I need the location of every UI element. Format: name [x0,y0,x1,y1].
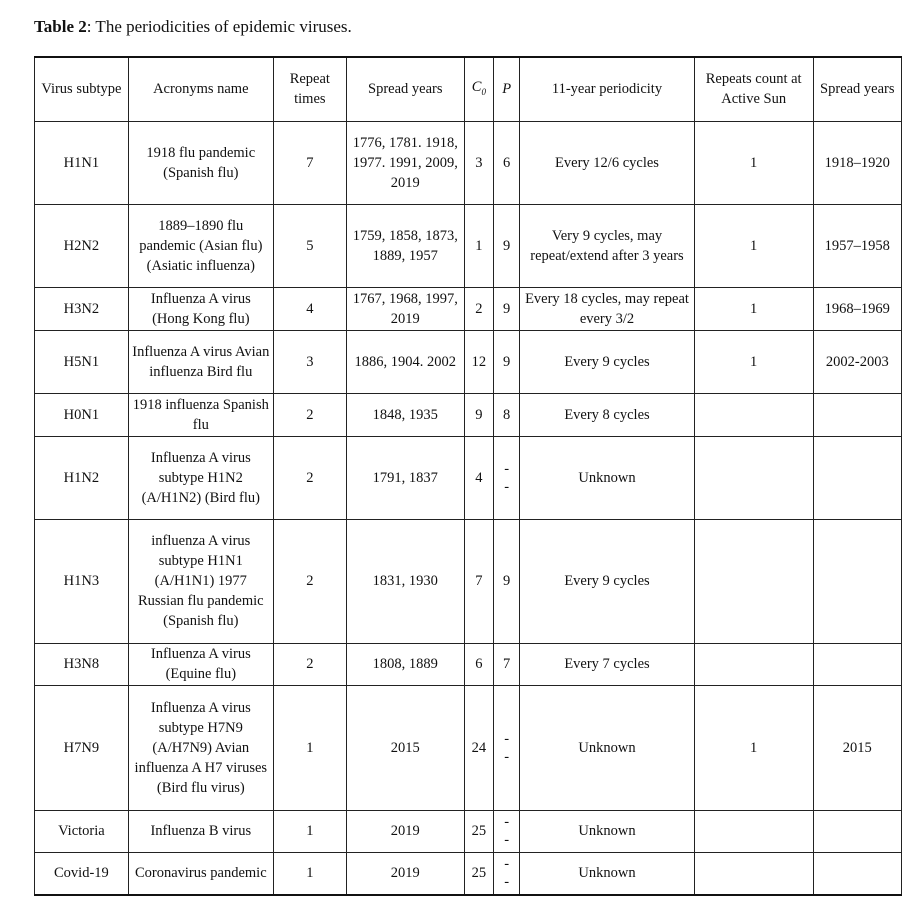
cell-periodicity: Unknown [520,852,694,895]
cell-virus-subtype: H1N1 [35,121,129,204]
cell-p [494,810,520,852]
cell-virus-subtype: H2N2 [35,204,129,287]
cell-spread-years-2 [813,810,901,852]
cell-spread-years-2 [813,436,901,519]
p-dash: - [504,478,510,495]
p-dash: - [504,460,510,477]
cell-active-sun-count [694,643,813,685]
cell-virus-subtype: H3N2 [35,287,129,330]
cell-repeat-times: 2 [273,436,346,519]
cell-spread-years-2 [813,393,901,436]
header-row [35,57,902,121]
cell-c0: 9 [464,393,493,436]
table-row [35,643,902,685]
cell-repeat-times: 7 [273,121,346,204]
cell-spread-years: 2019 [346,810,464,852]
cell-periodicity: Every 12/6 cycles [520,121,694,204]
cell-acronyms-name: Influenza A virus subtype H1N2 (A/H1N2) (Bird flu) [128,436,273,519]
p-dash: - [504,730,510,747]
table-row [35,685,902,810]
cell-c0: 1 [464,204,493,287]
cell-virus-subtype: Victoria [35,810,129,852]
header-repeat-times: Repeat times [273,57,346,121]
cell-active-sun-count: 1 [694,121,813,204]
cell-c0: 6 [464,643,493,685]
header-acronyms-name: Acronyms name [128,57,273,121]
cell-spread-years-2: 1918–1920 [813,121,901,204]
cell-virus-subtype: H3N8 [35,643,129,685]
header-p: P [494,57,520,121]
cell-acronyms-name: 1918 flu pandemic (Spanish flu) [128,121,273,204]
cell-p: 9 [494,519,520,643]
cell-acronyms-name: 1918 influenza Spanish flu [128,393,273,436]
cell-acronyms-name: influenza A virus subtype H1N1 (A/H1N1) 1977 Russian flu pandemic (Spanish flu) [128,519,273,643]
cell-c0: 4 [464,436,493,519]
table-caption [34,17,352,37]
header-virus-subtype: Virus subtype [35,57,129,121]
cell-virus-subtype: H0N1 [35,393,129,436]
table-row [35,519,902,643]
cell-repeat-times: 1 [273,852,346,895]
cell-p [494,685,520,810]
cell-spread-years: 2019 [346,852,464,895]
cell-acronyms-name: Influenza B virus [128,810,273,852]
header-c0-main: C [471,78,482,95]
cell-c0: 7 [464,519,493,643]
cell-spread-years: 1759, 1858, 1873, 1889, 1957 [346,204,464,287]
cell-acronyms-name: Influenza A virus subtype H7N9 (A/H7N9) Avian influenza A H7 viruses (Bird flu virus) [128,685,273,810]
table-row [35,287,902,330]
cell-c0: 3 [464,121,493,204]
cell-repeat-times: 1 [273,685,346,810]
table-caption-text: : The periodicities of epidemic viruses. [86,17,352,36]
cell-active-sun-count [694,393,813,436]
cell-virus-subtype: H1N3 [35,519,129,643]
cell-spread-years: 1831, 1930 [346,519,464,643]
cell-repeat-times: 2 [273,519,346,643]
p-dash: - [504,832,510,848]
cell-virus-subtype: Covid-19 [35,852,129,895]
cell-periodicity: Every 8 cycles [520,393,694,436]
periodicity-table [34,56,902,896]
cell-spread-years: 1776, 1781. 1918, 1977. 1991, 2009, 2019 [346,121,464,204]
cell-periodicity: Every 7 cycles [520,643,694,685]
cell-virus-subtype: H5N1 [35,330,129,393]
header-c0 [464,57,493,121]
cell-p [494,436,520,519]
cell-periodicity: Every 18 cycles, may repeat every 3/2 [520,287,694,330]
cell-p: 7 [494,643,520,685]
cell-c0: 25 [464,852,493,895]
cell-c0: 12 [464,330,493,393]
cell-p: 9 [494,330,520,393]
table-row [35,204,902,287]
cell-acronyms-name: Influenza A virus (Hong Kong flu) [128,287,273,330]
table-caption-label: Table 2 [34,17,87,36]
cell-periodicity: Unknown [520,436,694,519]
cell-active-sun-count: 1 [694,685,813,810]
cell-spread-years: 1791, 1837 [346,436,464,519]
cell-repeat-times: 2 [273,643,346,685]
p-dash: - [504,874,510,891]
table-row [35,121,902,204]
cell-periodicity: Every 9 cycles [520,330,694,393]
cell-active-sun-count: 1 [694,204,813,287]
header-11-year-periodicity: 11-year periodicity [520,57,694,121]
cell-p: 9 [494,287,520,330]
header-spread-years: Spread years [346,57,464,121]
cell-p: 8 [494,393,520,436]
cell-repeat-times: 4 [273,287,346,330]
p-dash: - [504,748,510,765]
cell-acronyms-name: Coronavirus pandemic [128,852,273,895]
cell-spread-years-2 [813,519,901,643]
table-row [35,330,902,393]
cell-active-sun-count: 1 [694,287,813,330]
cell-active-sun-count [694,519,813,643]
p-dash: - [504,814,510,830]
table-row [35,393,902,436]
cell-active-sun-count [694,436,813,519]
cell-spread-years-2: 2015 [813,685,901,810]
cell-periodicity: Very 9 cycles, may repeat/extend after 3 years [520,204,694,287]
cell-spread-years-2: 1957–1958 [813,204,901,287]
cell-c0: 2 [464,287,493,330]
cell-spread-years-2: 2002-2003 [813,330,901,393]
cell-acronyms-name: Influenza A virus (Equine flu) [128,643,273,685]
cell-spread-years: 1886, 1904. 2002 [346,330,464,393]
p-dash: - [504,856,510,873]
cell-spread-years-2 [813,643,901,685]
cell-c0: 24 [464,685,493,810]
cell-active-sun-count: 1 [694,330,813,393]
cell-c0: 25 [464,810,493,852]
cell-acronyms-name: 1889–1890 flu pandemic (Asian flu) (Asiatic influenza) [128,204,273,287]
table-row [35,810,902,852]
cell-repeat-times: 2 [273,393,346,436]
cell-repeat-times: 3 [273,330,346,393]
header-c0-sub: 0 [481,86,486,97]
cell-acronyms-name: Influenza A virus Avian influenza Bird flu [128,330,273,393]
cell-repeat-times: 5 [273,204,346,287]
cell-active-sun-count [694,852,813,895]
cell-p: 9 [494,204,520,287]
table-row [35,436,902,519]
cell-p: 6 [494,121,520,204]
cell-spread-years-2 [813,852,901,895]
cell-spread-years-2: 1968–1969 [813,287,901,330]
cell-periodicity: Unknown [520,810,694,852]
cell-spread-years: 1808, 1889 [346,643,464,685]
cell-periodicity: Unknown [520,685,694,810]
header-spread-years-2: Spread years [813,57,901,121]
cell-active-sun-count [694,810,813,852]
cell-virus-subtype: H1N2 [35,436,129,519]
cell-spread-years: 1848, 1935 [346,393,464,436]
cell-spread-years: 1767, 1968, 1997, 2019 [346,287,464,330]
header-repeats-active-sun: Repeats count at Active Sun [694,57,813,121]
cell-p [494,852,520,895]
table-row [35,852,902,895]
cell-periodicity: Every 9 cycles [520,519,694,643]
cell-spread-years: 2015 [346,685,464,810]
cell-virus-subtype: H7N9 [35,685,129,810]
cell-repeat-times: 1 [273,810,346,852]
